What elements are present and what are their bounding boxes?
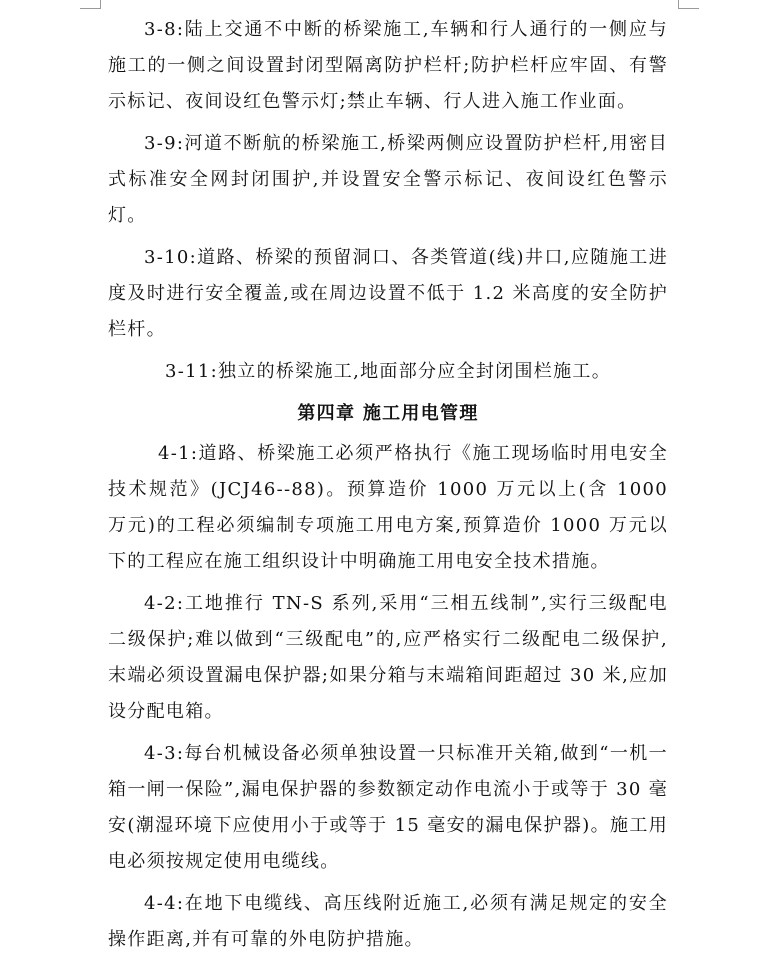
paragraph-4-3: 4-3:每台机械设备必须单独设置一只标准开关箱,做到“一机一箱一闸一保险”,漏电保护器的参数额定动作电流小于或等于 30 毫安(潮湿环境下应使用小于或等于 15 毫安的漏电保护器)。施工用电必须按规定使用电缆线。	[108, 743, 668, 872]
paragraph-3-11: 3-11:独立的桥梁施工,地面部分应全封闭围栏施工。	[164, 361, 612, 382]
margin-corner-mark-right	[678, 0, 699, 9]
chapter-heading: 第四章 施工用电管理	[297, 403, 479, 424]
document-body	[108, 12, 668, 964]
paragraph-3-10: 3-10:道路、桥梁的预留洞口、各类管道(线)井口,应随施工进度及时进行安全覆盖,或在周边设置不低于 1.2 米高度的安全防护栏杆。	[108, 247, 668, 340]
paragraph-4-1: 4-1:道路、桥梁施工必须严格执行《施工现场临时用电安全技术规范》(JCJ46--88)。预算造价 1000 万元以上(含 1000 万元)的工程必须编制专项施工用电方案,预算造价 1000 万元以下的工程应在施工组织设计中明确施工用电安全技术措施。	[108, 443, 668, 572]
paragraph-3-8: 3-8:陆上交通不中断的桥梁施工,车辆和行人通行的一侧应与施工的一侧之间设置封闭型隔离防护栏杆;防护栏杆应牢固、有警示标记、夜间设红色警示灯;禁止车辆、行人进入施工作业面。	[108, 19, 668, 112]
paragraph-3-9: 3-9:河道不断航的桥梁施工,桥梁两侧应设置防护栏杆,用密目式标准安全网封闭围护,并设置安全警示标记、夜间设红色警示灯。	[108, 133, 668, 226]
margin-corner-mark-left	[80, 0, 101, 9]
paragraph-4-2: 4-2:工地推行 TN-S 系列,采用“三相五线制”,实行三级配电二级保护;难以做到“三级配电”的,应严格实行二级配电二级保护,末端必须设置漏电保护器;如果分箱与末端箱间距超过 30 米,应加设分配电箱。	[108, 593, 668, 722]
paragraph-4-4: 4-4:在地下电缆线、高压线附近施工,必须有满足规定的安全操作距离,并有可靠的外电防护措施。	[108, 893, 668, 950]
